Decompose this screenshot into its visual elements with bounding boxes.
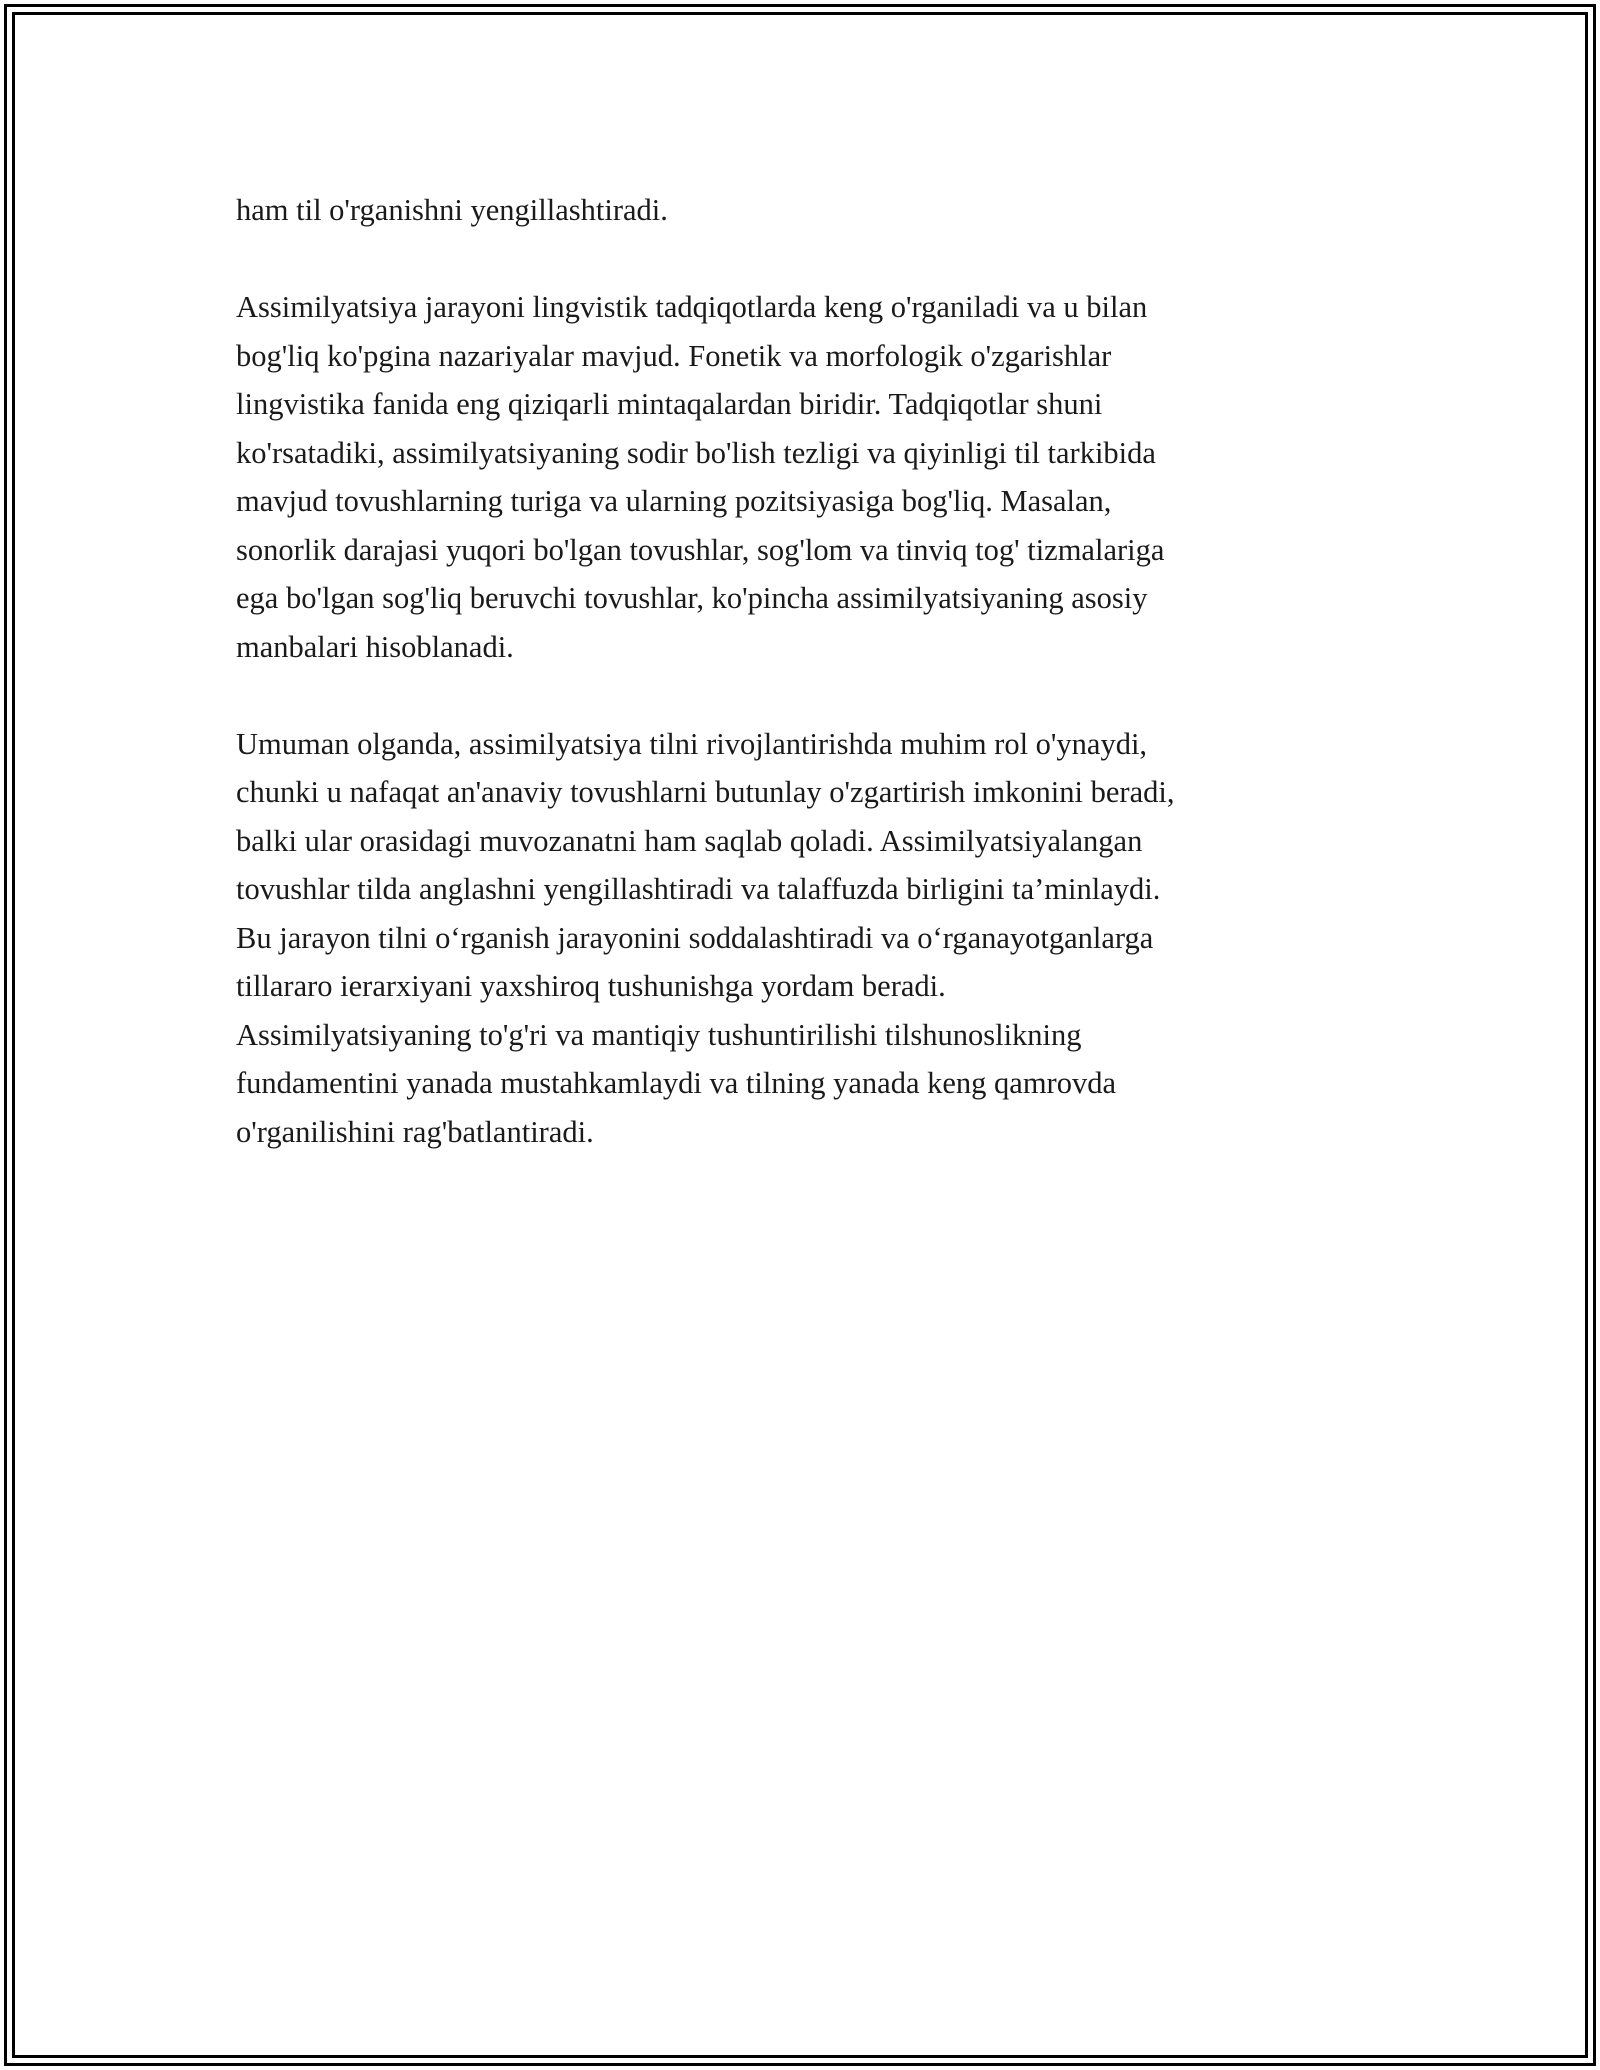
- paragraph-spacer: [236, 671, 1386, 720]
- paragraph-conclusion: Umuman olganda, assimilyatsiya tilni rivojlantirishda muhim rol o'ynaydi, chunki u nafaqat an'anaviy tovushlarni butunlay o'zgartirish imkonini beradi, balki ular orasidagi muvozanatni ham saqlab qoladi. Assimilyatsiyalangan tovushlar tilda anglashni yengillashtiradi va talaffuzda birligini ta’minlaydi. Bu jarayon tilni o‘rganish jarayonini soddalashtiradi va o‘rganayotganlarga tillararo ierarxiyani yaxshiroq tushunishga yordam beradi. Assimilyatsiyaning to'g'ri va mantiqiy tushuntirilishi tilshunoslikning fundamentini yanada mustahkamlaydi va tilning yanada keng qamrovda o'rganilishini rag'batlantiradi.: [236, 726, 1175, 1149]
- paragraph-assimilation-research: Assimilyatsiya jarayoni lingvistik tadqiqotlarda keng o'rganiladi va u bilan bog'liq ko'pgina nazariyalar mavjud. Fonetik va morfologik o'zgarishlar lingvistika fanida eng qiziqarli mintaqalardan biridir. Tadqiqotlar shuni ko'rsatadiki, assimilyatsiyaning sodir bo'lish tezligi va qiyinligi til tarkibida mavjud tovushlarning turiga va ularning pozitsiyasiga bog'liq. Masalan, sonorlik darajasi yuqori bo'lgan tovushlar, sog'lom va tinviq tog' tizmalariga ega bo'lgan sog'liq beruvchi tovushlar, ko'pincha assimilyatsiyaning asosiy manbalari hisoblanadi.: [236, 290, 1165, 664]
- paragraph-continuation: ham til o'rganishni yengillashtiradi.: [236, 193, 668, 227]
- document-body: [236, 186, 1386, 1156]
- paragraph-spacer: [236, 235, 1386, 284]
